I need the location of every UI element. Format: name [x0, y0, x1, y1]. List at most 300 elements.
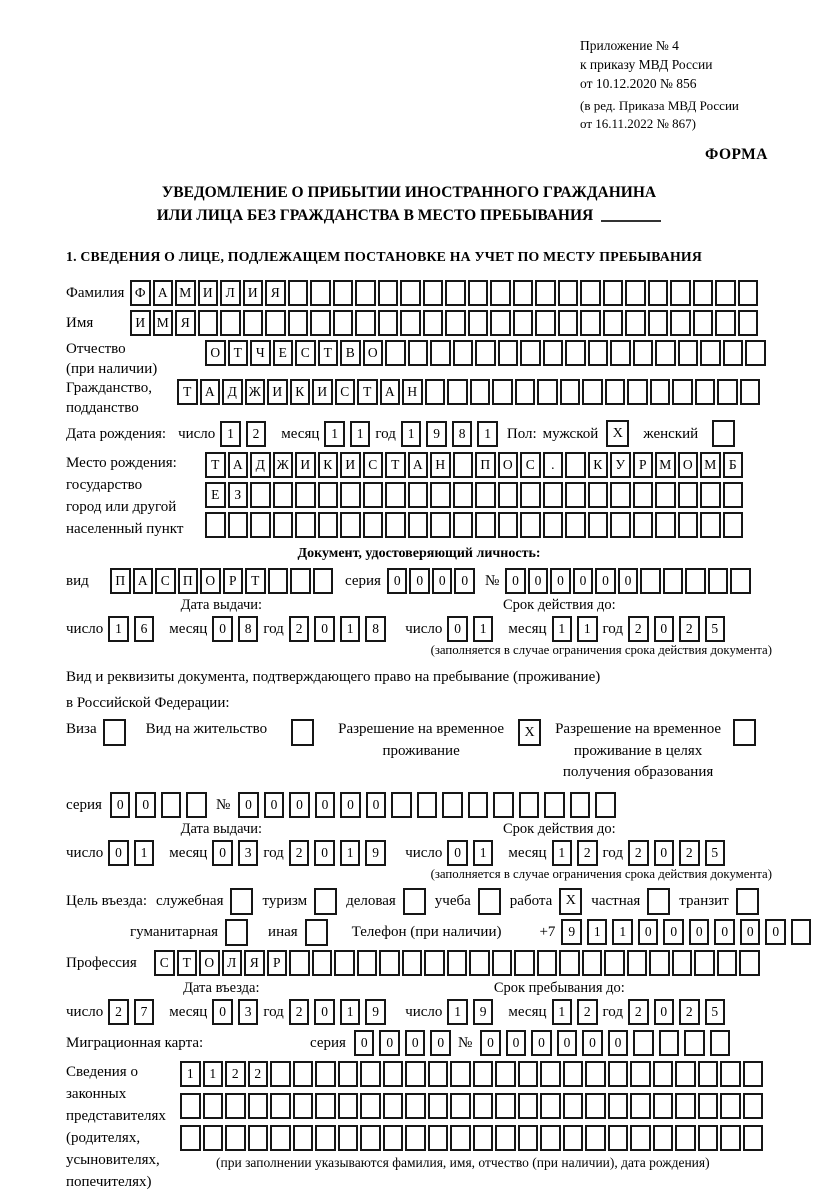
char-cell[interactable]: И	[130, 310, 151, 336]
char-cell[interactable]: 1	[340, 999, 361, 1025]
char-cell[interactable]: 9	[473, 999, 494, 1025]
edu-residence-permit-checkbox[interactable]	[733, 719, 756, 746]
char-cell[interactable]	[595, 792, 616, 818]
char-cell[interactable]	[700, 340, 721, 366]
char-cell[interactable]	[672, 379, 693, 405]
char-cell[interactable]	[610, 340, 631, 366]
char-cell[interactable]: Я	[244, 950, 265, 976]
char-cell[interactable]: 0	[354, 1030, 375, 1056]
char-cell[interactable]: И	[340, 452, 361, 478]
char-cell[interactable]: .	[543, 452, 564, 478]
char-cell[interactable]: 5	[705, 999, 726, 1025]
char-cell[interactable]	[585, 1093, 606, 1119]
char-cell[interactable]	[515, 379, 536, 405]
char-cell[interactable]	[340, 482, 361, 508]
char-cell[interactable]	[383, 1093, 404, 1119]
char-cell[interactable]: Р	[267, 950, 288, 976]
char-cell[interactable]: 0	[314, 616, 335, 642]
char-cell[interactable]: 2	[628, 840, 649, 866]
char-cell[interactable]	[700, 512, 721, 538]
purpose-business-checkbox[interactable]	[403, 888, 426, 915]
char-cell[interactable]	[273, 512, 294, 538]
char-cell[interactable]: 2	[577, 999, 598, 1025]
char-cell[interactable]	[225, 1125, 246, 1151]
char-cell[interactable]: Т	[245, 568, 266, 594]
char-cell[interactable]	[514, 950, 535, 976]
char-cell[interactable]	[720, 1093, 741, 1119]
char-cell[interactable]	[535, 280, 556, 306]
char-cell[interactable]: Р	[223, 568, 244, 594]
char-cell[interactable]	[318, 482, 339, 508]
char-cell[interactable]: 0	[618, 568, 639, 594]
char-cell[interactable]: О	[678, 452, 699, 478]
char-cell[interactable]	[630, 1125, 651, 1151]
char-cell[interactable]: 1	[340, 616, 361, 642]
char-cell[interactable]	[430, 512, 451, 538]
char-cell[interactable]: Н	[430, 452, 451, 478]
char-cell[interactable]	[430, 482, 451, 508]
char-cell[interactable]	[633, 512, 654, 538]
char-cell[interactable]	[492, 379, 513, 405]
char-cell[interactable]	[655, 512, 676, 538]
char-cell[interactable]	[402, 950, 423, 976]
char-cell[interactable]: В	[340, 340, 361, 366]
purpose-transit-checkbox[interactable]	[736, 888, 759, 915]
char-cell[interactable]: Я	[175, 310, 196, 336]
char-cell[interactable]: 2	[248, 1061, 269, 1087]
char-cell[interactable]	[498, 482, 519, 508]
char-cell[interactable]: К	[318, 452, 339, 478]
char-cell[interactable]	[518, 1093, 539, 1119]
char-cell[interactable]	[295, 512, 316, 538]
char-cell[interactable]: 0	[638, 919, 659, 945]
char-cell[interactable]	[648, 310, 669, 336]
char-cell[interactable]	[708, 568, 729, 594]
char-cell[interactable]: 1	[552, 616, 573, 642]
char-cell[interactable]: 7	[134, 999, 155, 1025]
char-cell[interactable]	[588, 482, 609, 508]
char-cell[interactable]: 0	[432, 568, 453, 594]
char-cell[interactable]: М	[175, 280, 196, 306]
char-cell[interactable]: 0	[573, 568, 594, 594]
char-cell[interactable]	[313, 568, 334, 594]
char-cell[interactable]: С	[155, 568, 176, 594]
char-cell[interactable]: 0	[430, 1030, 451, 1056]
char-cell[interactable]: 0	[480, 1030, 501, 1056]
char-cell[interactable]: И	[198, 280, 219, 306]
char-cell[interactable]: 0	[212, 840, 233, 866]
char-cell[interactable]	[630, 1061, 651, 1087]
char-cell[interactable]	[520, 482, 541, 508]
char-cell[interactable]	[383, 1125, 404, 1151]
char-cell[interactable]	[293, 1061, 314, 1087]
char-cell[interactable]	[203, 1125, 224, 1151]
char-cell[interactable]	[468, 792, 489, 818]
char-cell[interactable]	[288, 310, 309, 336]
char-cell[interactable]: 0	[314, 999, 335, 1025]
char-cell[interactable]: Ж	[245, 379, 266, 405]
char-cell[interactable]: 3	[238, 840, 259, 866]
char-cell[interactable]: С	[295, 340, 316, 366]
char-cell[interactable]: Т	[177, 379, 198, 405]
char-cell[interactable]	[400, 310, 421, 336]
char-cell[interactable]	[470, 379, 491, 405]
char-cell[interactable]	[627, 950, 648, 976]
char-cell[interactable]: 1	[612, 919, 633, 945]
char-cell[interactable]	[495, 1061, 516, 1087]
char-cell[interactable]	[423, 280, 444, 306]
char-cell[interactable]: О	[498, 452, 519, 478]
char-cell[interactable]	[720, 1061, 741, 1087]
visa-checkbox[interactable]	[103, 719, 126, 746]
char-cell[interactable]: 0	[550, 568, 571, 594]
char-cell[interactable]: 0	[531, 1030, 552, 1056]
char-cell[interactable]: 0	[110, 792, 131, 818]
char-cell[interactable]	[565, 482, 586, 508]
char-cell[interactable]: 2	[289, 616, 310, 642]
char-cell[interactable]	[243, 310, 264, 336]
char-cell[interactable]: 0	[608, 1030, 629, 1056]
char-cell[interactable]	[604, 950, 625, 976]
char-cell[interactable]: 6	[134, 616, 155, 642]
char-cell[interactable]	[270, 1125, 291, 1151]
char-cell[interactable]: 0	[505, 568, 526, 594]
char-cell[interactable]	[565, 512, 586, 538]
char-cell[interactable]	[379, 950, 400, 976]
char-cell[interactable]: Т	[205, 452, 226, 478]
char-cell[interactable]	[360, 1093, 381, 1119]
char-cell[interactable]	[248, 1125, 269, 1151]
char-cell[interactable]: 5	[705, 840, 726, 866]
char-cell[interactable]	[357, 950, 378, 976]
char-cell[interactable]	[563, 1061, 584, 1087]
residence-permit-checkbox[interactable]	[291, 719, 314, 746]
char-cell[interactable]	[288, 280, 309, 306]
char-cell[interactable]	[408, 512, 429, 538]
char-cell[interactable]	[723, 512, 744, 538]
char-cell[interactable]	[563, 1093, 584, 1119]
char-cell[interactable]	[655, 482, 676, 508]
char-cell[interactable]	[625, 280, 646, 306]
char-cell[interactable]	[363, 482, 384, 508]
char-cell[interactable]: 3	[238, 999, 259, 1025]
char-cell[interactable]	[186, 792, 207, 818]
char-cell[interactable]: 0	[314, 840, 335, 866]
char-cell[interactable]: Л	[222, 950, 243, 976]
char-cell[interactable]	[473, 1061, 494, 1087]
char-cell[interactable]	[318, 512, 339, 538]
char-cell[interactable]: 2	[679, 840, 700, 866]
char-cell[interactable]: 0	[528, 568, 549, 594]
char-cell[interactable]: У	[610, 452, 631, 478]
char-cell[interactable]	[743, 1061, 764, 1087]
char-cell[interactable]	[355, 310, 376, 336]
char-cell[interactable]: 9	[365, 999, 386, 1025]
char-cell[interactable]	[520, 340, 541, 366]
char-cell[interactable]: Б	[723, 452, 744, 478]
char-cell[interactable]	[715, 280, 736, 306]
char-cell[interactable]	[693, 280, 714, 306]
char-cell[interactable]	[453, 452, 474, 478]
char-cell[interactable]	[513, 280, 534, 306]
char-cell[interactable]	[678, 482, 699, 508]
char-cell[interactable]	[608, 1061, 629, 1087]
char-cell[interactable]: 1	[108, 616, 129, 642]
char-cell[interactable]: 0	[212, 999, 233, 1025]
char-cell[interactable]	[519, 792, 540, 818]
char-cell[interactable]	[378, 310, 399, 336]
char-cell[interactable]	[289, 950, 310, 976]
char-cell[interactable]: 1	[180, 1061, 201, 1087]
char-cell[interactable]: 2	[225, 1061, 246, 1087]
char-cell[interactable]	[717, 379, 738, 405]
char-cell[interactable]	[537, 379, 558, 405]
char-cell[interactable]	[490, 310, 511, 336]
char-cell[interactable]	[694, 950, 715, 976]
char-cell[interactable]	[633, 340, 654, 366]
char-cell[interactable]	[475, 340, 496, 366]
char-cell[interactable]	[203, 1093, 224, 1119]
char-cell[interactable]: С	[520, 452, 541, 478]
char-cell[interactable]	[723, 482, 744, 508]
char-cell[interactable]	[405, 1061, 426, 1087]
char-cell[interactable]	[408, 482, 429, 508]
char-cell[interactable]: З	[228, 482, 249, 508]
char-cell[interactable]: И	[243, 280, 264, 306]
char-cell[interactable]: 0	[289, 792, 310, 818]
char-cell[interactable]	[391, 792, 412, 818]
char-cell[interactable]: 0	[447, 840, 468, 866]
char-cell[interactable]	[312, 950, 333, 976]
purpose-study-checkbox[interactable]	[478, 888, 501, 915]
char-cell[interactable]	[492, 950, 513, 976]
char-cell[interactable]	[270, 1093, 291, 1119]
char-cell[interactable]: 0	[409, 568, 430, 594]
char-cell[interactable]: 0	[238, 792, 259, 818]
char-cell[interactable]	[540, 1125, 561, 1151]
char-cell[interactable]	[648, 280, 669, 306]
char-cell[interactable]: И	[312, 379, 333, 405]
char-cell[interactable]	[659, 1030, 680, 1056]
char-cell[interactable]	[473, 1093, 494, 1119]
char-cell[interactable]: 0	[663, 919, 684, 945]
char-cell[interactable]: 2	[679, 616, 700, 642]
char-cell[interactable]: П	[178, 568, 199, 594]
char-cell[interactable]	[535, 310, 556, 336]
char-cell[interactable]	[565, 340, 586, 366]
char-cell[interactable]	[670, 280, 691, 306]
char-cell[interactable]	[633, 1030, 654, 1056]
char-cell[interactable]	[518, 1125, 539, 1151]
char-cell[interactable]	[588, 512, 609, 538]
char-cell[interactable]	[340, 512, 361, 538]
char-cell[interactable]	[558, 310, 579, 336]
char-cell[interactable]	[268, 568, 289, 594]
char-cell[interactable]	[250, 482, 271, 508]
char-cell[interactable]	[360, 1061, 381, 1087]
char-cell[interactable]: П	[110, 568, 131, 594]
char-cell[interactable]: 8	[452, 421, 473, 447]
char-cell[interactable]	[355, 280, 376, 306]
char-cell[interactable]: Д	[222, 379, 243, 405]
char-cell[interactable]: К	[290, 379, 311, 405]
char-cell[interactable]	[559, 950, 580, 976]
char-cell[interactable]	[450, 1061, 471, 1087]
char-cell[interactable]	[333, 280, 354, 306]
char-cell[interactable]	[672, 950, 693, 976]
char-cell[interactable]: Т	[385, 452, 406, 478]
char-cell[interactable]: 1	[473, 840, 494, 866]
char-cell[interactable]	[424, 950, 445, 976]
char-cell[interactable]: 0	[379, 1030, 400, 1056]
char-cell[interactable]	[293, 1093, 314, 1119]
char-cell[interactable]: Р	[633, 452, 654, 478]
char-cell[interactable]	[270, 1061, 291, 1087]
char-cell[interactable]: 0	[557, 1030, 578, 1056]
char-cell[interactable]: Я	[265, 280, 286, 306]
char-cell[interactable]	[363, 512, 384, 538]
char-cell[interactable]	[603, 280, 624, 306]
char-cell[interactable]	[383, 1061, 404, 1087]
char-cell[interactable]: 0	[387, 568, 408, 594]
char-cell[interactable]	[670, 310, 691, 336]
char-cell[interactable]: 8	[365, 616, 386, 642]
char-cell[interactable]	[450, 1125, 471, 1151]
char-cell[interactable]	[675, 1093, 696, 1119]
char-cell[interactable]	[180, 1093, 201, 1119]
char-cell[interactable]	[743, 1093, 764, 1119]
char-cell[interactable]	[425, 379, 446, 405]
char-cell[interactable]	[520, 512, 541, 538]
char-cell[interactable]	[161, 792, 182, 818]
char-cell[interactable]: Т	[318, 340, 339, 366]
purpose-other-checkbox[interactable]	[305, 919, 328, 946]
char-cell[interactable]: 0	[740, 919, 761, 945]
char-cell[interactable]: К	[588, 452, 609, 478]
char-cell[interactable]	[627, 379, 648, 405]
char-cell[interactable]: 0	[582, 1030, 603, 1056]
char-cell[interactable]: 2	[246, 421, 267, 447]
char-cell[interactable]	[518, 1061, 539, 1087]
char-cell[interactable]: Ж	[273, 452, 294, 478]
char-cell[interactable]	[543, 482, 564, 508]
char-cell[interactable]	[605, 379, 626, 405]
char-cell[interactable]	[445, 280, 466, 306]
char-cell[interactable]	[315, 1125, 336, 1151]
char-cell[interactable]	[453, 512, 474, 538]
char-cell[interactable]: 0	[654, 840, 675, 866]
char-cell[interactable]: 2	[628, 999, 649, 1025]
char-cell[interactable]: О	[205, 340, 226, 366]
char-cell[interactable]	[543, 340, 564, 366]
char-cell[interactable]	[498, 340, 519, 366]
char-cell[interactable]	[338, 1125, 359, 1151]
char-cell[interactable]	[675, 1061, 696, 1087]
char-cell[interactable]	[693, 310, 714, 336]
char-cell[interactable]	[543, 512, 564, 538]
char-cell[interactable]	[428, 1061, 449, 1087]
char-cell[interactable]	[498, 512, 519, 538]
char-cell[interactable]	[468, 310, 489, 336]
char-cell[interactable]	[513, 310, 534, 336]
char-cell[interactable]: С	[154, 950, 175, 976]
char-cell[interactable]	[588, 340, 609, 366]
sex-female-checkbox[interactable]	[712, 420, 735, 447]
char-cell[interactable]: 1	[340, 840, 361, 866]
purpose-humanitarian-checkbox[interactable]	[225, 919, 248, 946]
char-cell[interactable]	[400, 280, 421, 306]
char-cell[interactable]: 0	[135, 792, 156, 818]
char-cell[interactable]	[447, 379, 468, 405]
char-cell[interactable]	[360, 1125, 381, 1151]
char-cell[interactable]	[225, 1093, 246, 1119]
char-cell[interactable]	[334, 950, 355, 976]
char-cell[interactable]	[610, 482, 631, 508]
char-cell[interactable]	[537, 950, 558, 976]
purpose-tourism-checkbox[interactable]	[314, 888, 337, 915]
char-cell[interactable]	[740, 379, 761, 405]
char-cell[interactable]	[295, 482, 316, 508]
char-cell[interactable]	[290, 568, 311, 594]
char-cell[interactable]	[475, 482, 496, 508]
char-cell[interactable]: Е	[205, 482, 226, 508]
char-cell[interactable]	[473, 1125, 494, 1151]
char-cell[interactable]	[469, 950, 490, 976]
char-cell[interactable]: А	[153, 280, 174, 306]
char-cell[interactable]	[430, 340, 451, 366]
char-cell[interactable]: 0	[447, 616, 468, 642]
char-cell[interactable]	[649, 950, 670, 976]
char-cell[interactable]: 1	[324, 421, 345, 447]
char-cell[interactable]	[333, 310, 354, 336]
char-cell[interactable]	[633, 482, 654, 508]
char-cell[interactable]	[791, 919, 812, 945]
char-cell[interactable]	[739, 950, 760, 976]
char-cell[interactable]	[385, 512, 406, 538]
char-cell[interactable]	[700, 482, 721, 508]
char-cell[interactable]	[540, 1093, 561, 1119]
char-cell[interactable]	[405, 1125, 426, 1151]
char-cell[interactable]	[220, 310, 241, 336]
char-cell[interactable]: А	[408, 452, 429, 478]
char-cell[interactable]	[338, 1093, 359, 1119]
char-cell[interactable]	[730, 568, 751, 594]
char-cell[interactable]: 0	[765, 919, 786, 945]
char-cell[interactable]: П	[475, 452, 496, 478]
char-cell[interactable]	[490, 280, 511, 306]
char-cell[interactable]	[417, 792, 438, 818]
char-cell[interactable]	[695, 379, 716, 405]
char-cell[interactable]	[678, 340, 699, 366]
char-cell[interactable]	[710, 1030, 731, 1056]
char-cell[interactable]	[273, 482, 294, 508]
char-cell[interactable]: А	[228, 452, 249, 478]
temp-residence-permit-checkbox[interactable]: X	[518, 719, 541, 746]
char-cell[interactable]: 0	[212, 616, 233, 642]
char-cell[interactable]: И	[267, 379, 288, 405]
char-cell[interactable]	[585, 1125, 606, 1151]
char-cell[interactable]: Ф	[130, 280, 151, 306]
char-cell[interactable]: 0	[108, 840, 129, 866]
char-cell[interactable]	[743, 1125, 764, 1151]
char-cell[interactable]	[408, 340, 429, 366]
char-cell[interactable]	[580, 280, 601, 306]
char-cell[interactable]	[428, 1125, 449, 1151]
char-cell[interactable]	[310, 280, 331, 306]
char-cell[interactable]: 9	[561, 919, 582, 945]
char-cell[interactable]	[738, 310, 759, 336]
char-cell[interactable]	[675, 1125, 696, 1151]
